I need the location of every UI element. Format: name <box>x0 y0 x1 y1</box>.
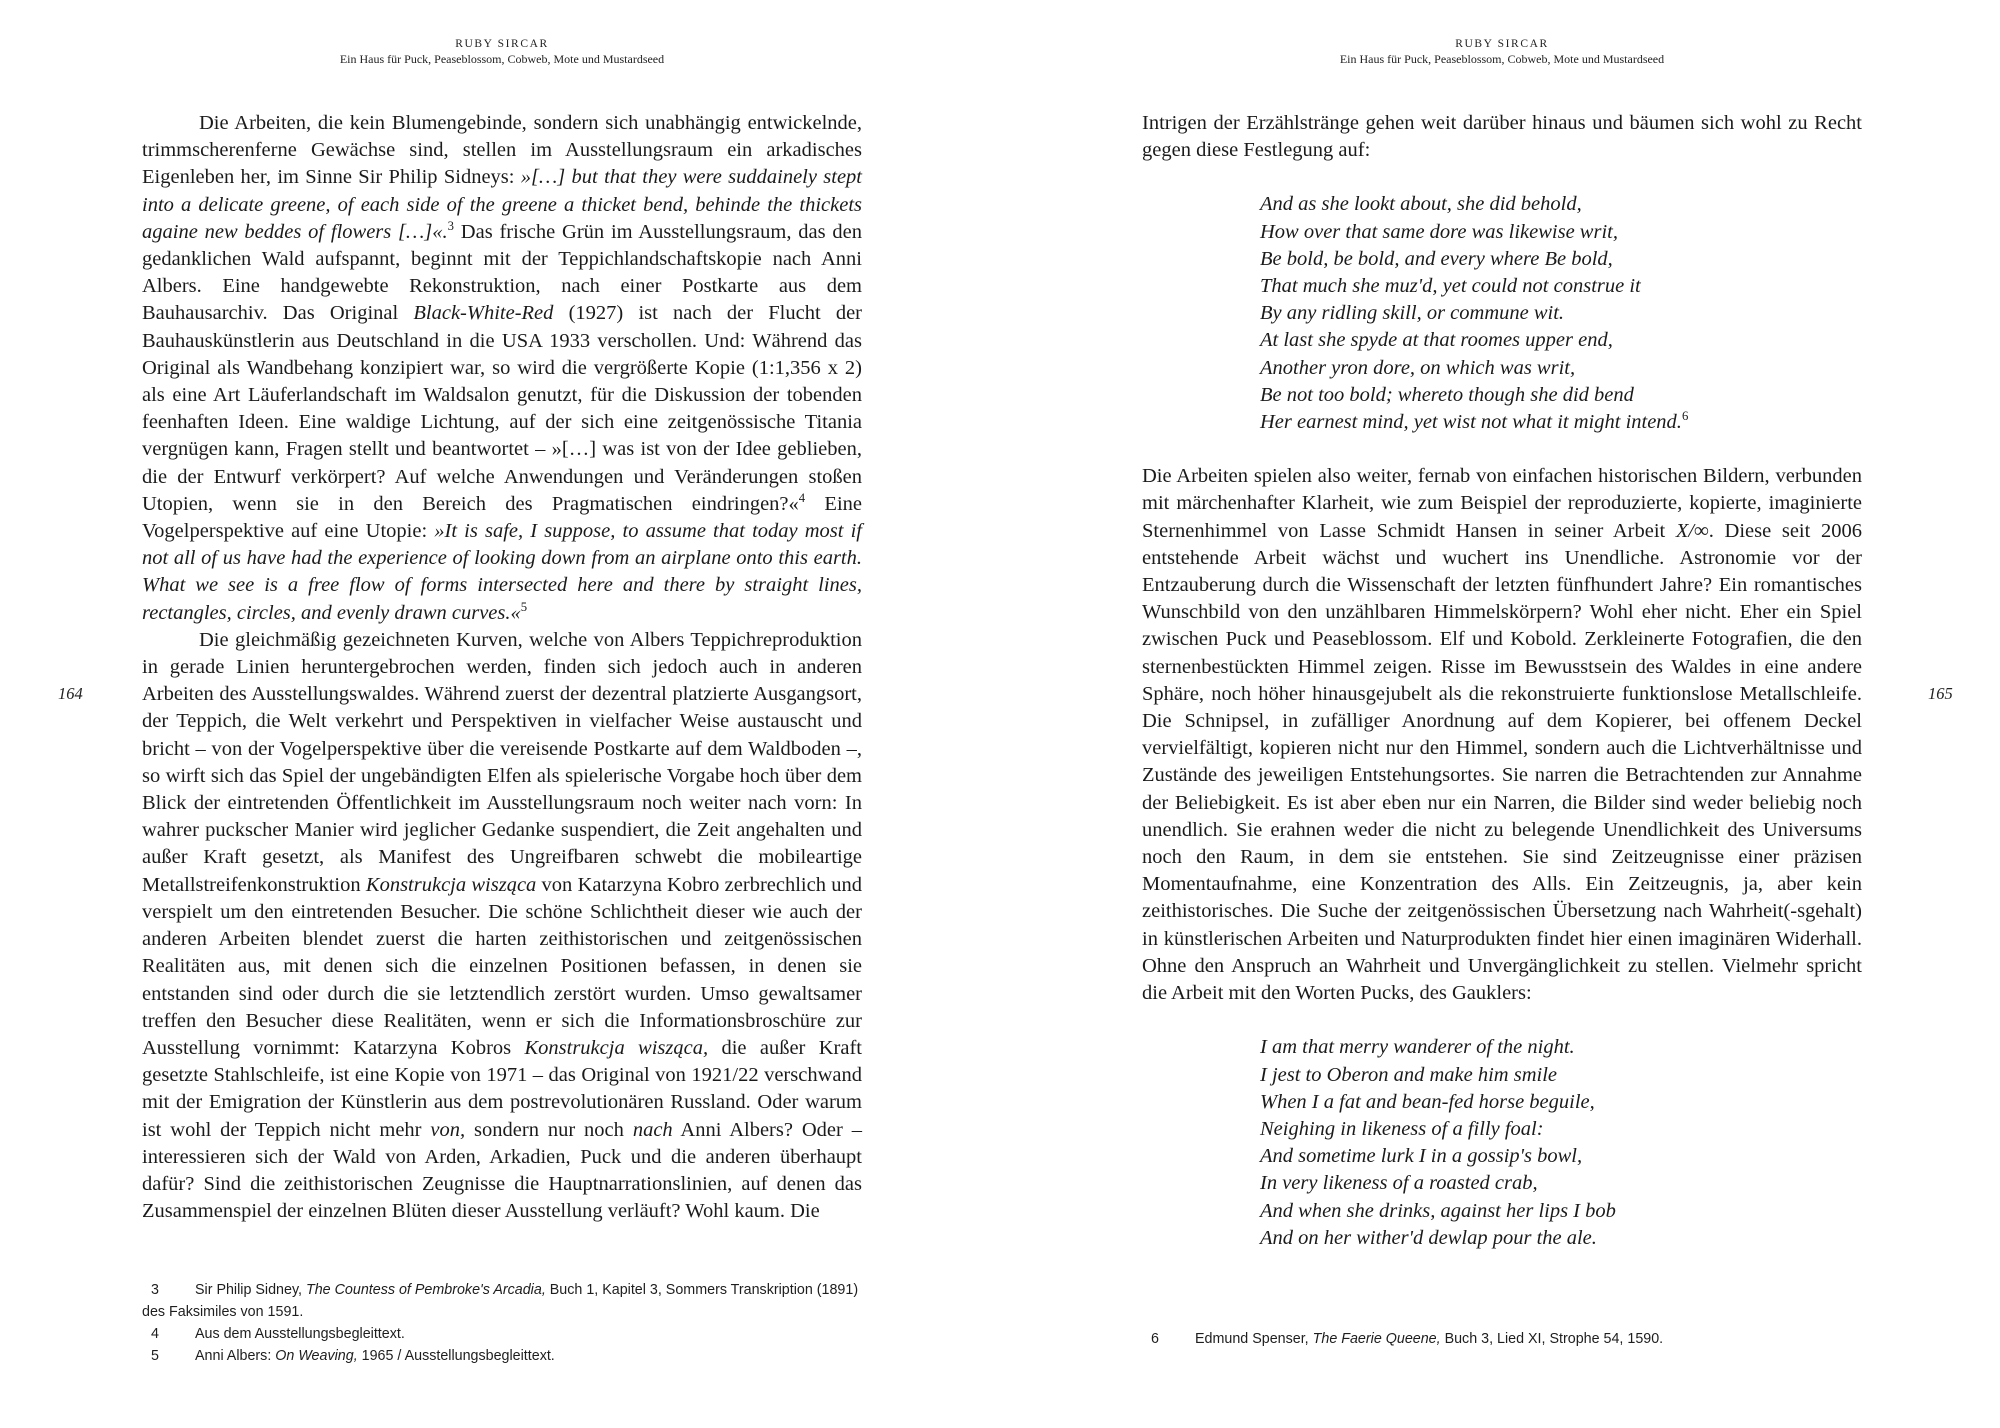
footnotes-right <box>1142 1328 1862 1350</box>
footnotes-left <box>142 1279 862 1367</box>
running-head <box>142 38 862 67</box>
poem-line: Be bold, be bold, and every where Be bold, <box>1260 247 1613 270</box>
page-right <box>1000 0 2000 1428</box>
footnote-number: 5 <box>151 1348 159 1364</box>
footnote-text: Anni Albers: On Weaving, 1965 / Ausstellungsbegleittext. <box>195 1348 555 1364</box>
poem-line: In very likeness of a roasted crab, <box>1260 1172 1538 1195</box>
poem-line: Neighing in likeness of a filly foal: <box>1260 1117 1544 1140</box>
footnote-number: 4 <box>151 1326 159 1342</box>
poem-line: Another yron dore, on which was writ, <box>1260 356 1576 379</box>
poem-line: I jest to Oberon and make him smile <box>1260 1063 1558 1086</box>
footnote-text: Aus dem Ausstellungsbegleittext. <box>195 1326 405 1342</box>
running-head-author: RUBY SIRCAR <box>455 38 549 50</box>
running-head-author: RUBY SIRCAR <box>1455 38 1549 50</box>
paragraph: Die Arbeiten spielen also weiter, fernab von einfachen historischen Bildern, verbunden mit märchenhafter Klarheit, wie zum Beispiel der reproduzierte, kopierte, imaginierte Sternenhimmel von Lasse Schmidt Hansen in seiner Arbeit X/∞. Diese seit 2006 entstehende Arbeit wächst und wuchert ins Unendliche. Astronomie vor der Entzauberung durch die Wissenschaft der letzten fünfhundert Jahre? Ein romantisches Wunschbild von den unzählbaren Himmelskörpern? Wohl eher nicht. Eher ein Spiel zwischen Puck und Peaseblossom. Elf und Kobold. Zerkleinerte Fotografien, die den sternenbestückten Himmel zeigen. Risse im Bewusstsein des Waldes in eine andere Sphäre, noch höher hinausgejubelt als die rekonstruierte funktionslose Metallschleife. Die Schnipsel, in zufälliger Anordnung auf dem Kopierer, bei offenem Deckel vervielfältigt, kopieren nicht nur den Himmel, sondern auch die Lichtverhältnisse und Zustände des jeweiligen Entstehungsortes. Sie narren die Betrachtenden zur Annahme der Beliebigkeit. Es ist aber eben nur ein Narren, die Bilder sind weder beliebig noch unendlich. Sie erahnen weder die nicht zu belegende Unendlichkeit des Universums noch den Raum, in dem sie entstehen. Sie sind Zeitzeugnisse einer präzisen Momentaufnahme, eine Konzentration des Alls. Ein Zeitzeugnis, ja, aber kein zeithistorisches. Die Suche der zeitgenössischen Übersetzung nach Wahrheit(-sgehalt) in künstlerischen Arbeiten und Naturprodukten findet hier einen imaginären Widerhall. Ohne den Anspruch an Wahrheit und Unvergänglichkeit zu stellen. Vielmehr spricht die Arbeit mit den Worten Pucks, des Gauklers: <box>1142 465 1862 1005</box>
footnote-number: 3 <box>151 1282 159 1298</box>
poem-line: And sometime lurk I in a gossip's bowl, <box>1260 1145 1583 1168</box>
poem-line: Her earnest mind, yet wist not what it might intend.$^6$ <box>1260 409 1689 434</box>
footnote <box>142 1323 862 1345</box>
footnote <box>142 1279 862 1323</box>
poem-line: And as she lookt about, she did behold, <box>1260 193 1582 216</box>
footnote-text: Sir Philip Sidney, The Countess of Pembroke's Arcadia, Buch 1, Kapitel 3, Sommers Transkription (1891) des Faksimiles von 1591. <box>142 1282 859 1320</box>
footnote <box>1142 1328 1862 1350</box>
poem-line: Be not too bold; whereto though she did bend <box>1260 383 1634 406</box>
running-head-title: Ein Haus für Puck, Peaseblossom, Cobweb, Mote und Mustardseed <box>1339 52 1665 66</box>
running-head <box>1142 38 1862 67</box>
poem-line: I am that merry wanderer of the night. <box>1260 1036 1575 1059</box>
page-number-left: 164 <box>58 684 83 703</box>
poem-line: At last she spyde at that roomes upper end, <box>1260 329 1613 352</box>
paragraph: Intrigen der Erzählstränge gehen weit darüber hinaus und bäumen sich wohl zu Recht gegen diese Festlegung auf: <box>1142 112 1862 162</box>
running-head-title: Ein Haus für Puck, Peaseblossom, Cobweb, Mote und Mustardseed <box>339 52 665 66</box>
paragraph: Die Arbeiten, die kein Blumengebinde, sondern sich unabhängig entwickelnde, trimmscherenferne Gewächse sind, stellen im Ausstellungsraum ein arkadisches Eigenleben her, im Sinne Sir Philip Sidneys: »[…] but that they were suddainely stept into a delicate greene, of each side of the greene a thicket bend, behinde the thickets againe new beddes of flowers […]«.$^3$ Das frische Grün im Ausstellungsraum, das den gedanklichen Wald aufspannt, beginnt mit der Teppichlandschaftskopie nach Anni Albers. Eine handgewebte Rekonstruktion, nach einer Postkarte aus dem Bauhausarchiv. Das Original Black-White-Red (1927) ist nach der Flucht der Bauhauskünstlerin aus Deutschland in die USA 1933 verschollen. Und: Während das Original als Wandbehang konzipiert war, so wird die vergrößerte Kopie (1:1,356 x 2) als eine Art Läuferlandschaft im Waldsalon genutzt, für die Diskussion der tobenden feenhaften Ideen. Eine waldige Lichtung, auf der sich eine zeitgenössische Titania vergnügen kann, Fragen stellt und beantwortet – »[…] was ist von der Idee geblieben, die der Entwurf verkörpert? Auf welche Anwendungen und Veränderungen stoßen Utopien, wenn sie in den Bereich des Pragmatischen eindringen?«$^4$ Eine Vogelperspektive auf eine Utopie: »It is safe, I suppose, to assume that today most if not all of us have had the experience of looking down from an airplane onto this earth. What we see is a free flow of forms intersected here and there by straight lines, rectangles, circles, and evenly drawn curves.«$^5$ <box>142 112 863 624</box>
footnote-text: Edmund Spenser, The Faerie Queene, Buch 3, Lied XI, Strophe 54, 1590. <box>1195 1331 1664 1347</box>
footnote <box>142 1345 862 1367</box>
page-number-right: 165 <box>1928 684 1953 703</box>
poem-line: When I a fat and bean-fed horse beguile, <box>1260 1090 1595 1113</box>
body-text-left <box>142 110 862 1225</box>
footnote-number: 6 <box>1151 1331 1159 1347</box>
poem-puck-quote <box>1142 1034 1862 1252</box>
poem-line: And on her wither'd dewlap pour the ale. <box>1260 1226 1597 1249</box>
poem-line: How over that same dore was likewise writ, <box>1260 220 1618 243</box>
paragraph: Die gleichmäßig gezeichneten Kurven, welche von Albers Teppichreproduktion in gerade Linien heruntergebrochen werden, finden sich jedoch auch in anderen Arbeiten des Ausstellungswaldes. Während zuerst der dezentral platzierte Ausgangsort, der Teppich, die Welt verkehrt und Perspektiven in vielfacher Weise austauscht und bricht – von der Vogelperspektive über die vereisende Postkarte auf dem Waldboden –, so wirft sich das Spiel der ungebändigten Elfen als spielerische Vorgabe hoch über dem Blick der eintretenden Öffentlichkeit im Ausstellungsraum noch weiter nach vorn: In wahrer puckscher Manier wird jeglicher Gedanke suspendiert, die Zeit angehalten und außer Kraft gesetzt, als Manifest des Ungreifbaren schwebt die mobileartige Metallstreifenkonstruktion Konstrukcja wisząca von Katarzyna Kobro zerbrechlich und verspielt um den eintretenden Besucher. Die schöne Schlichtheit dieser wie auch der anderen Arbeiten blendet zuerst die harten zeithistorischen und zeitgenössischen Realitäten aus, mit denen sich die einzelnen Positionen befassen, in denen sie entstanden sind oder durch die sie letztendlich zerstört wurden. Umso gewaltsamer treffen den Besucher diese Realitäten, wenn er sich die Informationsbroschüre zur Ausstellung vornimmt: Katarzyna Kobros Konstrukcja wisząca, die außer Kraft gesetzte Stahlschleife, ist eine Kopie von 1971 – das Original von 1921/22 verschwand mit der Emigration der Künstlerin aus dem postrevolutionären Russland. Oder warum ist wohl der Teppich nicht mehr von, sondern nur noch nach Anni Albers? Oder – interessieren sich der Wald von Arden, Arkadien, Puck und die anderen überhaupt dafür? Sind die zeithistorischen Zeugnisse die Hauptnarrationslinien, auf denen das Zusammenspiel der einzelnen Blüten dieser Ausstellung verläuft? Wohl kaum. Die <box>142 628 862 1223</box>
poem-spenser-quote <box>1142 191 1862 436</box>
poem-line: By any ridling skill, or commune wit. <box>1260 302 1565 325</box>
poem-line: That much she muz'd, yet could not construe it <box>1260 275 1641 298</box>
body-text-right <box>1142 110 1862 1279</box>
poem-line: And when she drinks, against her lips I bob <box>1260 1199 1616 1222</box>
